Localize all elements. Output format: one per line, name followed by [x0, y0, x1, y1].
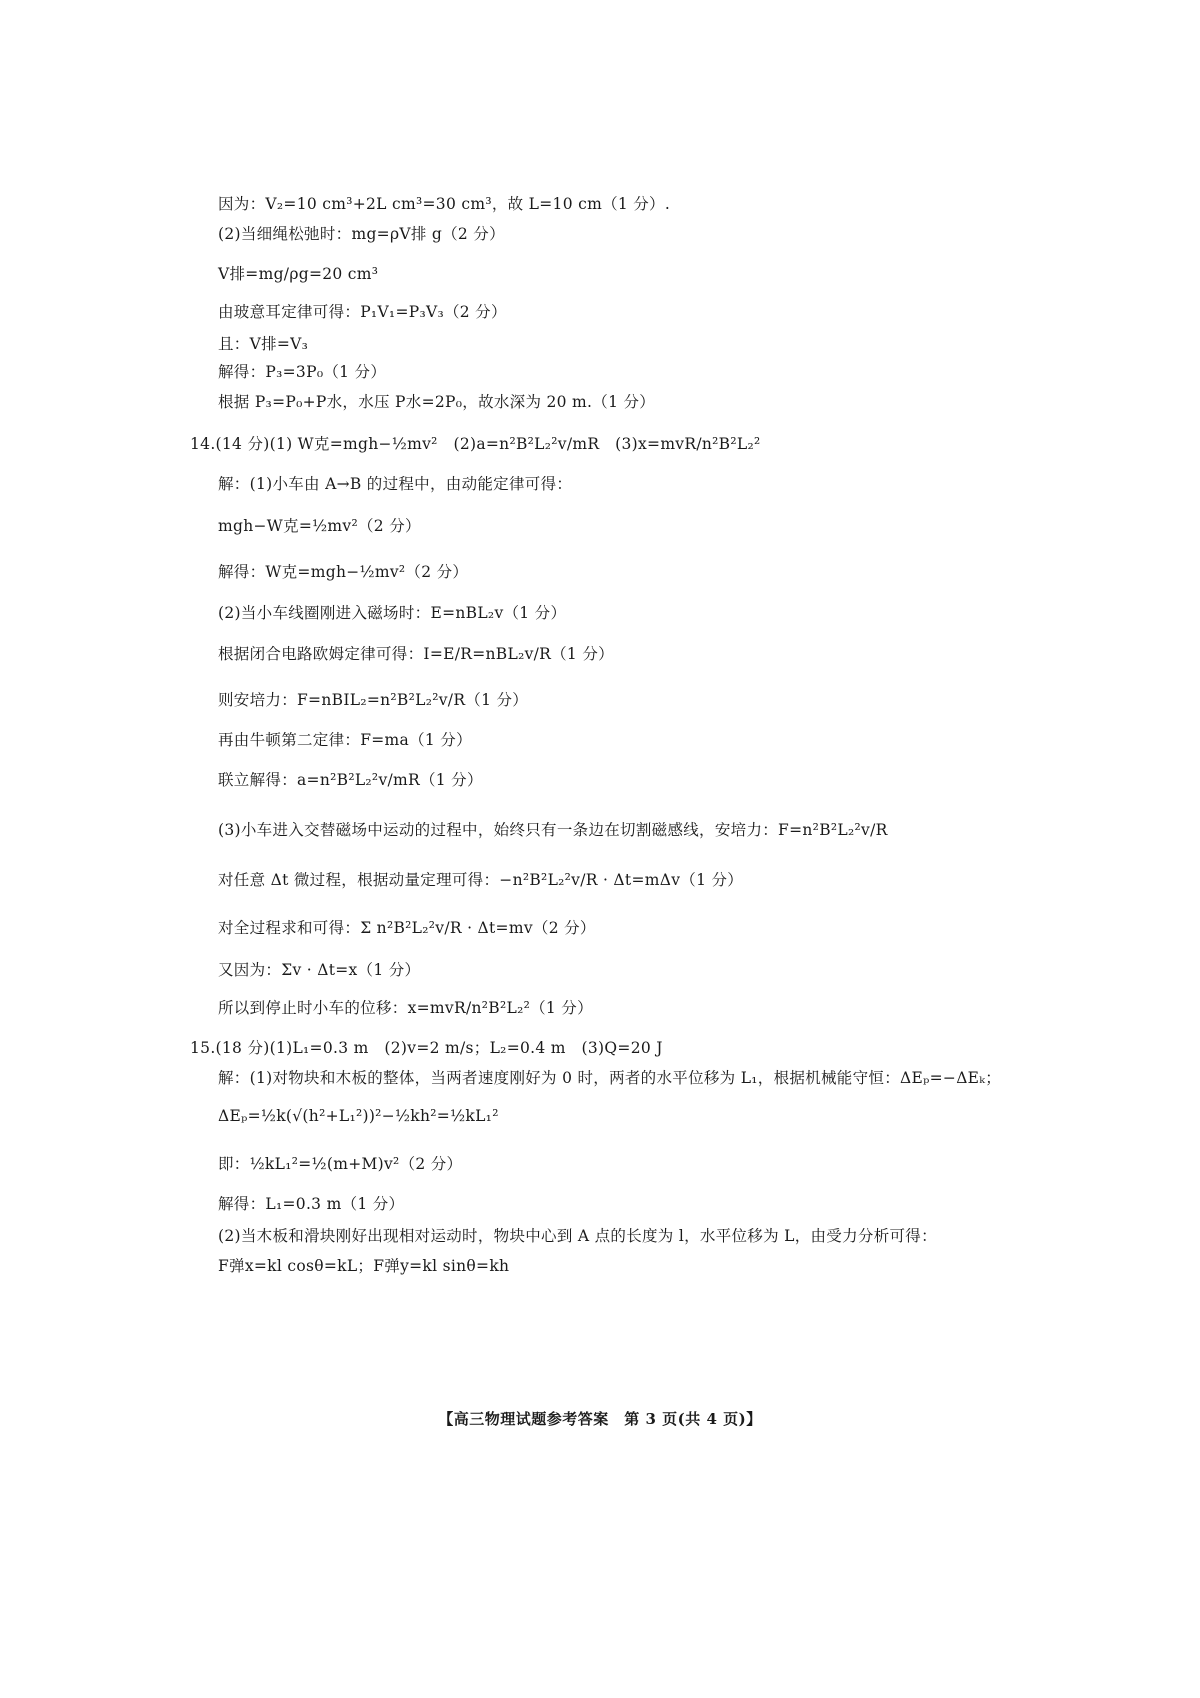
text-line: 即：½kL₁²=½(m+M)v²（2 分）: [218, 1155, 463, 1173]
text-line: 因为：V₂=10 cm³+2L cm³=30 cm³，故 L=10 cm（1 分）.: [218, 195, 671, 213]
text-line: F弹x=kl cosθ=kL；F弹y=kl sinθ=kh: [218, 1257, 510, 1275]
text-line: 根据 P₃=P₀+P水，水压 P水=2P₀，故水深为 20 m.（1 分）: [218, 393, 656, 411]
text-line: V排=mg/ρg=20 cm³: [218, 265, 379, 283]
text-line: 解得：L₁=0.3 m（1 分）: [218, 1195, 405, 1213]
text-line: 对任意 Δt 微过程，根据动量定理可得：−n²B²L₂²v/R · Δt=mΔv（1 分）: [218, 871, 744, 889]
text-line: 对全过程求和可得：Σ n²B²L₂²v/R · Δt=mv（2 分）: [218, 919, 596, 937]
text-line: (3)小车进入交替磁场中运动的过程中，始终只有一条边在切割磁感线，安培力：F=n²B²L₂²v/R: [218, 821, 888, 839]
text-line: 联立解得：a=n²B²L₂²v/mR（1 分）: [218, 771, 483, 789]
text-line: (2)当小车线圈刚进入磁场时：E=nBL₂v（1 分）: [218, 604, 567, 622]
text-line: 由玻意耳定律可得：P₁V₁=P₃V₃（2 分）: [218, 303, 507, 321]
question-14-answer: 14.(14 分)(1) W克=mgh−½mv² (2)a=n²B²L₂²v/mR (3)x=mvR/n²B²L₂²: [190, 435, 761, 453]
text-line: mgh−W克=½mv²（2 分）: [218, 517, 421, 535]
text-line: 所以到停止时小车的位移：x=mvR/n²B²L₂²（1 分）: [218, 999, 593, 1017]
text-line: 解得：W克=mgh−½mv²（2 分）: [218, 563, 469, 581]
text-line: 则安培力：F=nBIL₂=n²B²L₂²v/R（1 分）: [218, 691, 529, 709]
page-footer: 【高三物理试题参考答案 第 3 页(共 4 页)】: [438, 1410, 762, 1428]
text-line: 再由牛顿第二定律：F=ma（1 分）: [218, 731, 472, 749]
text-line: (2)当细绳松弛时：mg=ρV排 g（2 分）: [218, 225, 505, 243]
text-line: 解：(1)小车由 A→B 的过程中，由动能定律可得：: [218, 475, 573, 493]
text-line: 解得：P₃=3P₀（1 分）: [218, 363, 387, 381]
text-line: (2)当木板和滑块刚好出现相对运动时，物块中心到 A 点的长度为 l，水平位移为 L，由受力分析可得：: [218, 1227, 937, 1245]
text-line: ΔEₚ=½k(√(h²+L₁²))²−½kh²=½kL₁²: [218, 1107, 499, 1125]
text-line: 解：(1)对物块和木板的整体，当两者速度刚好为 0 时，两者的水平位移为 L₁，根据机械能守恒：ΔEₚ=−ΔEₖ；: [218, 1069, 1002, 1087]
text-line: 又因为：Σv · Δt=x（1 分）: [218, 961, 421, 979]
text-line: 且：V排=V₃: [218, 335, 309, 353]
question-15-answer: 15.(18 分)(1)L₁=0.3 m (2)v=2 m/s；L₂=0.4 m (3)Q=20 J: [190, 1039, 663, 1057]
text-line: 根据闭合电路欧姆定律可得：I=E/R=nBL₂v/R（1 分）: [218, 645, 614, 663]
